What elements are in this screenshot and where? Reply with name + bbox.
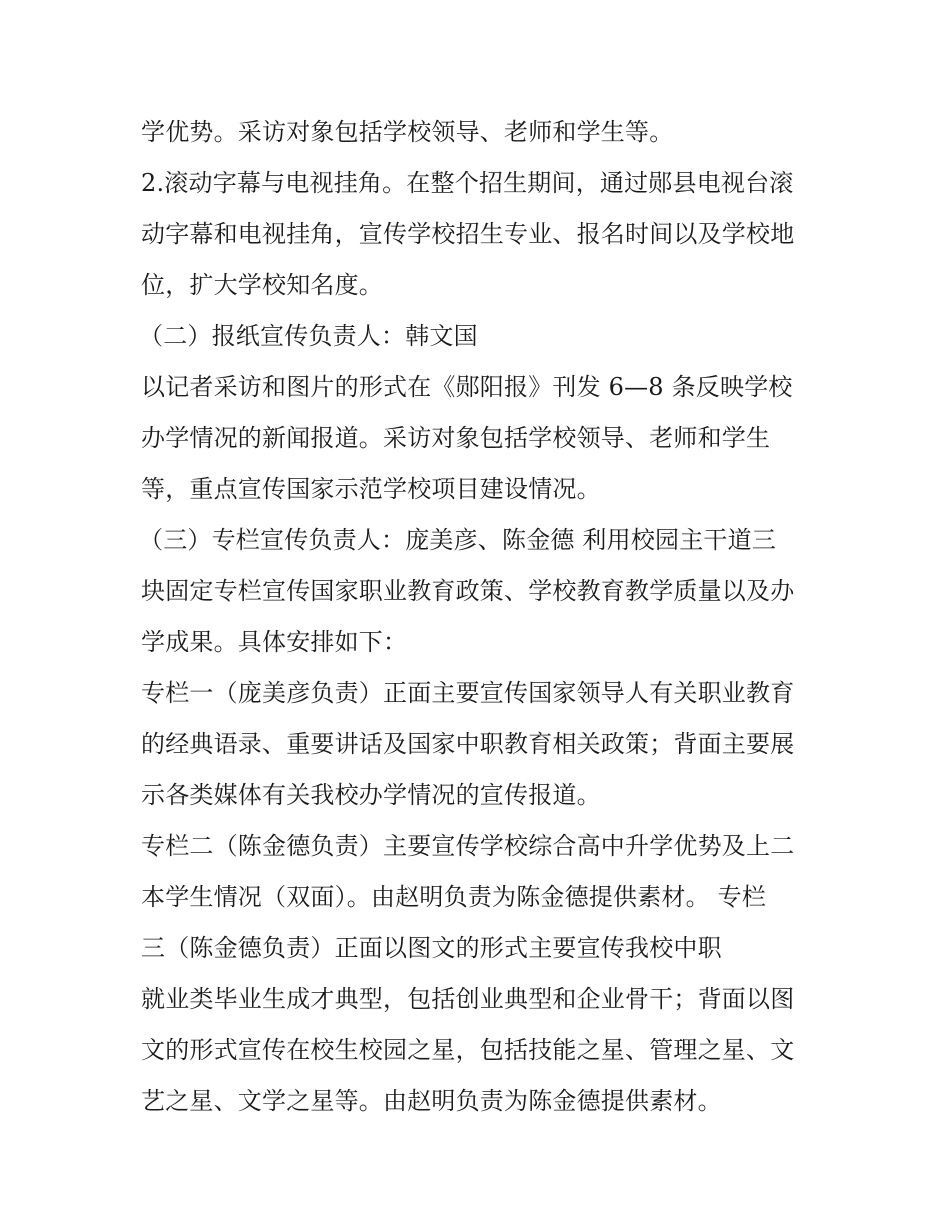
text-line-14: 示各类媒体有关我校办学情况的宣传报道。 xyxy=(141,781,601,809)
section-heading-newspaper: （二）报纸宣传负责人：韩文国 xyxy=(139,322,478,350)
text-line-4: 位，扩大学校知名度。 xyxy=(141,271,383,299)
text-line-16: 本学生情况（双面）。由赵明负责为陈金德提供素材。 专栏 xyxy=(141,883,767,911)
text-line-13: 的经典语录、重要讲话及国家中职教育相关政策；背面主要展 xyxy=(141,730,795,758)
text-line-3: 动字幕和电视挂角，宣传学校招生专业、报名时间以及学校地 xyxy=(141,220,795,248)
text-line-18: 就业类毕业生成才典型，包括创业典型和企业骨干；背面以图 xyxy=(141,985,795,1013)
text-line-8: 等，重点宣传国家示范学校项目建设情况。 xyxy=(141,475,601,503)
text-line-20: 艺之星、文学之星等。由赵明负责为陈金德提供素材。 xyxy=(141,1087,722,1115)
section-heading-column: （三）专栏宣传负责人：庞美彦、陈金德 利用校园主干道三 xyxy=(139,526,777,554)
text-line-17: 三（陈金德负责）正面以图文的形式主要宣传我校中职 xyxy=(141,934,722,962)
text-line-10: 块固定专栏宣传国家职业教育政策、学校教育教学质量以及办 xyxy=(141,577,795,605)
text-line-1: 学优势。采访对象包括学校领导、老师和学生等。 xyxy=(141,118,674,146)
text-line-12: 专栏一（庞美彦负责）正面主要宣传国家领导人有关职业教育 xyxy=(141,679,795,707)
text-line-6: 以记者采访和图片的形式在《郧阳报》刊发 6—8 条反映学校 xyxy=(141,373,793,401)
text-line-7: 办学情况的新闻报道。采访对象包括学校领导、老师和学生 xyxy=(141,424,771,452)
text-line-15: 专栏二（陈金德负责）主要宣传学校综合高中升学优势及上二 xyxy=(141,832,795,860)
text-line-2: 2.滚动字幕与电视挂角。在整个招生期间，通过郧县电视台滚 xyxy=(141,169,794,197)
text-line-11: 学成果。具体安排如下： xyxy=(141,628,408,656)
text-line-19: 文的形式宣传在校生校园之星，包括技能之星、管理之星、文 xyxy=(141,1036,795,1064)
body-text xyxy=(141,107,821,1127)
